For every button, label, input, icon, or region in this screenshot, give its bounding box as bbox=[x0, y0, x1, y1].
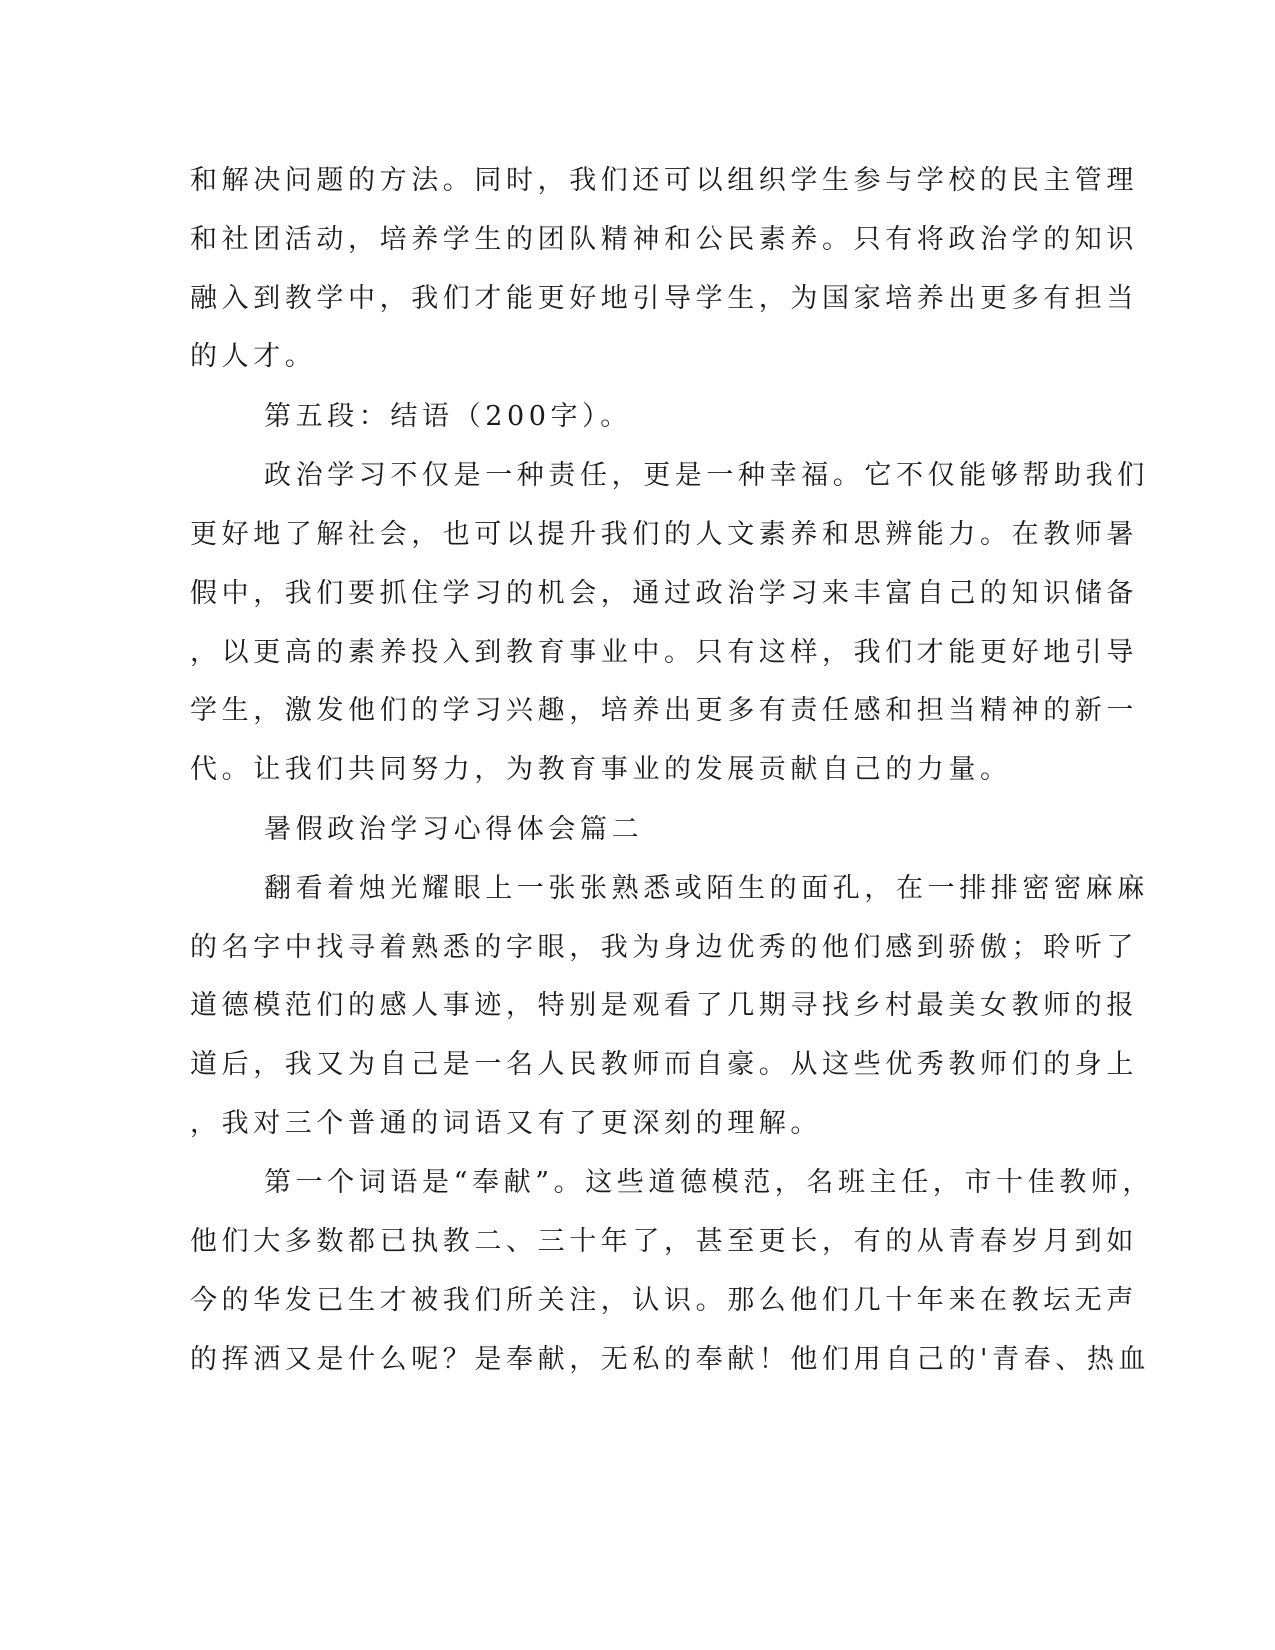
paragraph-start: 翻看着烛光耀眼上一张张熟悉或陌生的面孔，在一排排密密麻麻 bbox=[264, 873, 1149, 904]
text-line: 今的华发已生才被我们所关注，认识。那么他们几十年来在教坛无声 bbox=[190, 1285, 1138, 1316]
paragraph-start: 第一个词语是“奉献”。这些道德模范，名班主任，市十佳教师， bbox=[264, 1167, 1155, 1198]
text-line: 和社团活动，培养学生的团队精神和公民素养。只有将政治学的知识 bbox=[190, 224, 1138, 255]
text-line: 的挥洒又是什么呢？是奉献，无私的奉献！他们用自己的'青春、热血 bbox=[190, 1344, 1151, 1375]
text-line: 的名字中找寻着熟悉的字眼，我为身边优秀的他们感到骄傲；聆听了 bbox=[190, 932, 1138, 963]
text-line: 融入到教学中，我们才能更好地引导学生，为国家培养出更多有担当 bbox=[190, 283, 1138, 314]
text-line: 和解决问题的方法。同时，我们还可以组织学生参与学校的民主管理 bbox=[190, 165, 1138, 196]
text-line: 道德模范们的感人事迹，特别是观看了几期寻找乡村最美女教师的报 bbox=[190, 990, 1138, 1021]
text-line: ，我对三个普通的词语又有了更深刻的理解。 bbox=[190, 1108, 822, 1139]
section-heading: 第五段：结语（200字）。 bbox=[264, 401, 632, 432]
article-title: 暑假政治学习心得体会篇二 bbox=[264, 814, 644, 845]
text-line: 更好地了解社会，也可以提升我们的人文素养和思辨能力。在教师暑 bbox=[190, 519, 1138, 550]
text-line: 的人才。 bbox=[190, 341, 317, 372]
paragraph-start: 政治学习不仅是一种责任，更是一种幸福。它不仅能够帮助我们 bbox=[264, 460, 1149, 491]
text-line: 假中，我们要抓住学习的机会，通过政治学习来丰富自己的知识储备 bbox=[190, 578, 1138, 609]
text-line: 学生，激发他们的学习兴趣，培养出更多有责任感和担当精神的新一 bbox=[190, 695, 1138, 726]
text-line: 他们大多数都已执教二、三十年了，甚至更长，有的从青春岁月到如 bbox=[190, 1226, 1138, 1257]
text-line: 道后，我又为自己是一名人民教师而自豪。从这些优秀教师们的身上 bbox=[190, 1049, 1138, 1080]
text-line: 代。让我们共同努力，为教育事业的发展贡献自己的力量。 bbox=[190, 754, 1012, 785]
text-line: ，以更高的素养投入到教育事业中。只有这样，我们才能更好地引导 bbox=[190, 637, 1138, 668]
